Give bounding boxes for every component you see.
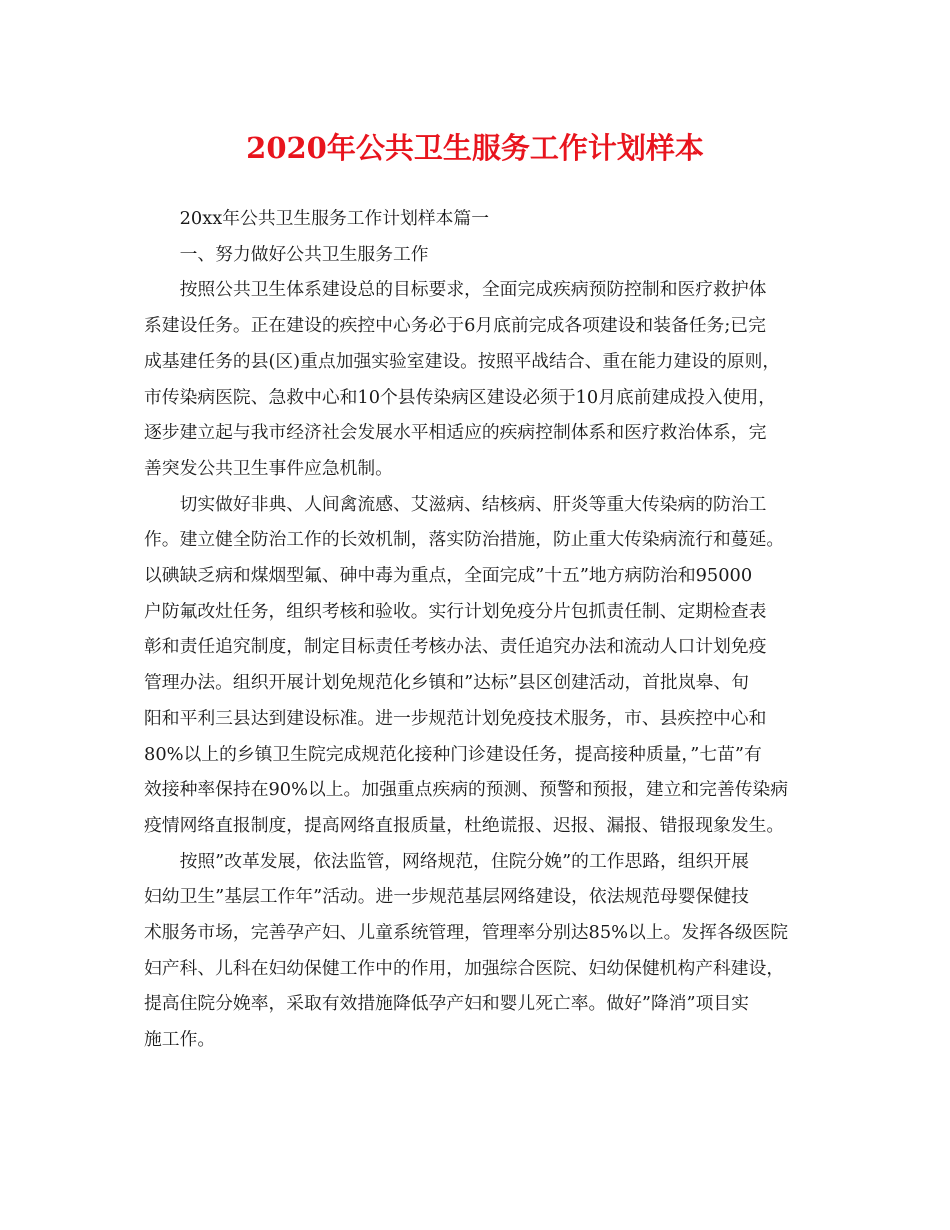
paragraph-system-construction: 按照公共卫生体系建设总的目标要求，全面完成疾病预防控制和医疗救护体 系建设任务。正在建设的疾控中心务必于6月底前完成各项建设和装备任务;已完 成基建任务的县(区)重点加强实验室建设。按照平战结合、重在能力建设的原则， 市传染病医院、急救中心和10个县传染病区建设必须于10月底前建成投入使用， 逐步建立起与我市经济社会发展水平相适应的疾病控制体系和医疗救治体系，完 善突发公共卫生事件应急机制。 [144,279,781,479]
document-body [144,201,816,1058]
section-heading-plan-one: 20xx年公共卫生服务工作计划样本篇一 [179,208,489,229]
document-title: 2020年公共卫生服务工作计划样本 [246,131,704,165]
paragraph-maternal-child-health: 按照”改革发展，依法监管，网络规范，住院分娩”的工作思路，组织开展 妇幼卫生”基层工作年”活动。进一步规范基层网络建设，依法规范母婴保健技 术服务市场，完善孕产妇、儿童系统管理，管理率分别达85%以上。发挥各级医院 妇产科、儿科在妇幼保健工作中的作用，加强综合医院、妇幼保健机构产科建设， 提高住院分娩率，采取有效措施降低孕产妇和婴儿死亡率。做好”降消”项目实 施工作。 [144,850,789,1051]
paragraph-infectious-disease: 切实做好非典、人间禽流感、艾滋病、结核病、肝炎等重大传染病的防治工 作。建立健全防治工作的长效机制，落实防治措施，防止重大传染病流行和蔓延。 以碘缺乏病和煤烟型氟、砷中毒为重点，全面完成”十五”地方病防治和95000 户防氟改灶任务，组织考核和验收。实行计划免疫分片包抓责任制、定期检查表 彰和责任追究制度，制定目标责任考核办法、责任追究办法和流动人口计划免疫 管理办法。组织开展计划免规范化乡镇和”达标”县区创建活动，首批岚皋、旬 阳和平利三县达到建设标准。进一步规范计划免疫技术服务，市、县疾控中心和 80%以上的乡镇卫生院完成规范化接种门诊建设任务，提高接种质量，”七苗”有 效接种率保持在90%以上。加强重点疾病的预测、预警和预报，建立和完善传染病 疫情网络直报制度，提高网络直报质量，杜绝谎报、迟报、漏报、错报现象发生。 [144,493,789,836]
section-heading-public-health: 一、努力做好公共卫生服务工作 [179,243,429,265]
